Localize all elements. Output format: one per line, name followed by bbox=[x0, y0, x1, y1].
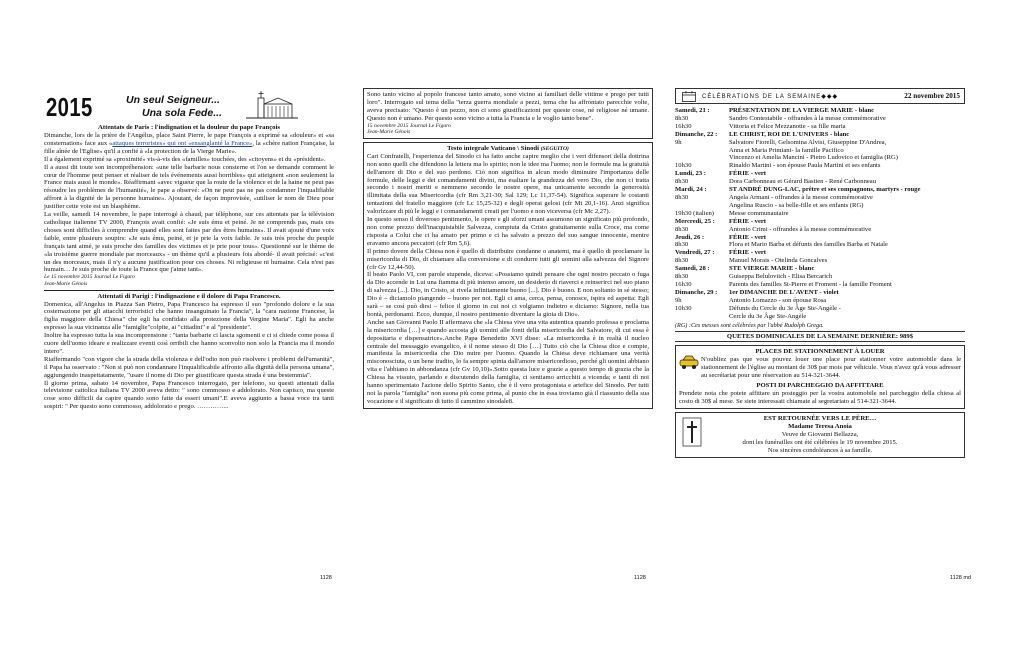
schedule-day-time: Dimanche, 29 : bbox=[675, 288, 718, 296]
deceased-name: Madame Teresa Anoia bbox=[788, 423, 852, 430]
terror-attacks-link[interactable]: attaques terroristes» qui ont «ensanglanté la France» bbox=[112, 139, 253, 147]
schedule-day-time: 9h bbox=[675, 296, 682, 304]
schedule-intention: Rinaldo Martini - son épouse Paula Martini et ses enfants bbox=[729, 162, 881, 170]
synod-text-box bbox=[363, 142, 653, 409]
schedule-intention: Angelina Ruscio - sa belle-fille et ses enfants (RG) bbox=[729, 201, 864, 209]
celebrations-header bbox=[675, 88, 965, 104]
article-continued-text: Sono tanto vicino al popolo francese tanto amato, sono vicino ai familiari delle vittime e prego per tutti loro". Interrogato sul tema della "terza guerra mondiale a pezzi, tema che ha affrontato parecchie volte, aveva precisato: "Questo è un pezzo, non ci sono giustificazioni per queste cose, né religiose né umane. Questo non è umano. Per questo sono vicino a tutta la Francia e le voglio tanto bene". bbox=[367, 91, 649, 122]
deceased-line: Nos sincères condoléances à sa famille. bbox=[767, 446, 873, 454]
page-number: 1128 bbox=[320, 575, 332, 581]
schedule-day-time: Jeudi, 26 : bbox=[675, 233, 705, 241]
schedule-row bbox=[675, 202, 965, 210]
schedule-row bbox=[675, 218, 965, 226]
schedule-day-time: 10h30 bbox=[675, 162, 692, 170]
article-continued-source: 15 novembre 2015 Journal Le Figaro bbox=[367, 122, 451, 129]
schedule-row bbox=[675, 305, 965, 313]
article-fr-source: Le 15 novembre 2015 Journal Le Figaro bbox=[44, 274, 135, 281]
schedule-intention: Angela Armani - offrandes à la messe commémorative bbox=[729, 193, 873, 201]
paragraph: Il primo dovere della Chiesa non è quello di distribuire condanne o anatemi, ma è quello di proclamare la misericordia di Dio, di chiamare alla conversione e di condurre tutti gli uomini alla salvezza del Signore (cfr Gv 12,44-50). bbox=[367, 247, 649, 271]
parking-fr-title: PLACES DE STATIONNEMENT À LOUER bbox=[755, 348, 885, 356]
schedule-intention: Guiseppa Beluloviich - Elisa Bercarich bbox=[729, 273, 833, 281]
schedule-day-time: Mercredi, 25 : bbox=[675, 217, 715, 225]
schedule-day-time: 10h30 bbox=[675, 304, 692, 312]
parking-fr-text: N'oubliez pas que vous pouvez louer une place pour stationner votre automobile dans le stationnement de l'église au montant de 30$ par mois par véhicule. Vous n'avez qu'à vous adresser au secrétariat pour une réservation au 514-321-3644. bbox=[701, 356, 961, 380]
paragraph: In questo senso il doveroso pentimento, le opere e gli sforzi umani assumono un significato più profondo, non come prezzo dell'inacquistabile Salvezza, compiuta da Cristo gratuitamente sulla Croce, ma come risposta a Colui che ci ha amato per primo e ci ha salvato a prezzo del suo sangue innocente, mentre eravamo ancora peccatori (cfr Rm 5,6). bbox=[367, 216, 649, 247]
schedule-day-time: 19h30 (italien) bbox=[675, 209, 715, 217]
schedule-day-time: Mardi, 24 : bbox=[675, 186, 707, 194]
schedule-row bbox=[675, 313, 965, 321]
paragraph: Inoltre ha espresso tutta la sua incomprensione : "tanta barbarie ci lascia sgomenti e ci si chiede come possa il cuore dell'uomo ideare e realizzare eventi così orribili che hanno sconvolto non solo la Francia ma il mondo intero". bbox=[44, 332, 334, 355]
paragraph: Riaffermando "con vigore che la strada della violenza e dell'odio non può risolvere i problemi dell'umanità", il Papa ha osservato : "Non si può non condannare l'inqualificabile affronto alla dignità della persona umana", aggiungendo inaspettatamente, "usare il nome di Dio per giustificare questa strada è una bestemmia". bbox=[44, 355, 334, 379]
schedule-row bbox=[675, 170, 965, 178]
schedule-row bbox=[675, 257, 965, 265]
weekly-collection: QUETES DOMINICALES DE LA SEMAINE DERNIÈRE: 989$ bbox=[675, 331, 965, 342]
paragraph: Domenica, all'Angelus in Piazza San Pietro, Papa Francesco ha espresso il suo "profondo dolore e la sua costernazione per gli attacchi terroristici che hanno insanguinato la Francia", la "cara nazione Francese, la figlia maggiore della Chiesa" che egli ha confidato alla protezione della Vergine Maria". Egli ha anche espresso la sua vicinanza alle "famiglie"colpite, ai "cittadini" e al "presidente". bbox=[44, 300, 334, 332]
schedule-day-time: 8h30 bbox=[675, 178, 689, 186]
article-fr-author: Jean-Marie Génois bbox=[44, 280, 88, 287]
schedule-day-time: Vendredi, 27 : bbox=[675, 249, 715, 257]
divider bbox=[44, 290, 334, 291]
schedule-day-time bbox=[675, 313, 729, 321]
schedule-row bbox=[675, 139, 965, 147]
church-logo-icon bbox=[244, 90, 300, 120]
schedule-row bbox=[675, 178, 965, 186]
paragraph: Cari Confratelli, l'esperienza del Sinodo ci ha fatto anche capire meglio che i veri difensori della dottrina non sono quelli che difendono la lettera ma lo spirito; non le idee ma l'uomo; non le formule ma la gratuità dell'amore di Dio e del suo perdono. Ciò non significa in alcun modo diminuire l'importanza delle formule, delle leggi e dei comandamenti divini, ma esaltare la grandezza del vero Dio, che non ci tratta secondo i nostri meriti e nemmeno secondo le nostre opere, ma unicamente secondo la generosità illimitata della sua Misericordia (cfr Rm 3,21-30; Sal 129; Lc 11,37-54). Significa superare le costanti tentazioni del fratello maggiore (cfr Lc 15,25-32) e degli operai gelosi (cfr Mt 20,1-16). Anzi significa valorizzare di più le leggi e i comandamenti creati per l'uomo e non viceversa (cfr Mc 2,27). bbox=[367, 152, 649, 216]
schedule-intention: Manuel Morais - Otelinda Goncalves bbox=[729, 257, 828, 265]
schedule-intention: FÉRIE - vert bbox=[729, 233, 766, 241]
schedule-day-time: Samedi, 28 : bbox=[675, 265, 710, 273]
schedule-row bbox=[675, 265, 965, 273]
schedule-intention: Antonio Lomazzo - son épouse Rosa bbox=[729, 296, 827, 304]
schedule-row bbox=[675, 273, 965, 281]
synod-title: Testo integrale Vaticano \ Sinodi (SEGUITO) bbox=[447, 144, 569, 152]
cross-icon bbox=[682, 417, 702, 447]
schedule-day-time: 9h bbox=[675, 138, 682, 146]
motto-line-1: Un seul Seigneur... bbox=[126, 94, 220, 106]
schedule-intention: Anna et Maria Primiani- la famille Pacifico bbox=[729, 146, 844, 154]
parking-it-title: POSTI DI PARCHEGGIO DA AFFITTARE bbox=[756, 382, 884, 390]
motto-line-2: Una sola Fede... bbox=[142, 107, 222, 119]
schedule-row bbox=[675, 186, 965, 194]
schedule-intention: FÉRIE - vert bbox=[729, 170, 766, 178]
schedule-note: (RG) :Ces messes sont célébrées par l'abbé Rudolph Grega. bbox=[675, 322, 824, 330]
year-title: 2015 bbox=[46, 92, 93, 122]
schedule-intention: 1er DIMANCHE DE L'AVENT - violet bbox=[729, 288, 839, 296]
schedule-row bbox=[675, 115, 965, 123]
paragraph: Il a également exprimé sa «proximité» vis-à-vis des «familles» touchées, des «citoyens» et du «président». bbox=[44, 155, 326, 163]
schedule-row bbox=[675, 289, 965, 297]
middle-page bbox=[363, 88, 653, 588]
paragraph: Il a aussi dit toute son incompréhension: «une telle barbarie nous consterne et l'on se demande comment le cœur de l'homme peut penser et réaliser de tels événements aussi horribles» qui atteignent «non seulement la France mais aussi le monde». Réaffirmant «avec vigueur que la route de la violence et de la haine ne peut pas résoudre les problèmes de l'humanité», le pape a observé: «On ne peut pas ne pas condamner l'inqualifiable affront à la dignité de la personne humaine». Ajoutant, de façon improvisée, «utiliser le nom de Dieu pour justifier cette voie est un blasphème. bbox=[44, 163, 334, 211]
schedule-intention: Vittoria et Felice Mezzanotte - sa fille maria bbox=[729, 122, 846, 130]
schedule-intention: Cercle du 3e Âge Ste-Angèle bbox=[729, 312, 807, 320]
schedule-row bbox=[675, 234, 965, 242]
article-it-title: Attentati di Parigi : l'indignazione e il dolore di Papa Francesco. bbox=[97, 292, 281, 300]
schedule-row bbox=[675, 241, 965, 249]
paragraph: La veille, samedi 14 novembre, le pape interrogé à chaud, par téléphone, sur ces attentats par la télévision catholique italienne TV 2000, François avait confié: «Je suis ému et peiné. Je ne comprends pas, mais ces choses sont difficiles à comprendre quand elles sont faites par des êtres humains». Il avait ajouté d'une voix faible, entre plusieurs soupirs: «Je suis ému, peiné, et je prie la voix faible. Je suis très proche du peuple français tant aimé, je suis proche des familles des victimes et je prie pour tous». Questionné sur le thème de «la troisième guerre mondiale par morceaux» - un thème qu'il a plusieurs fois abordé- il avait précisé: «c'est un des morceaux, mais il n'y a aucune justification pour ces choses. Ni religieuse ni humaine. Cela n'est pas humain… Je suis proche de toute la France que j'aime tant». bbox=[44, 211, 334, 274]
mass-schedule bbox=[675, 107, 965, 320]
schedule-day-time: 8h30 bbox=[675, 241, 689, 249]
schedule-row bbox=[675, 162, 965, 170]
page-number: 1128 md bbox=[950, 575, 971, 581]
schedule-intention: PRÉSENTATION DE LA VIERGE MARIE - blanc bbox=[729, 107, 875, 114]
paragraph: Dimanche, lors de la prière de l'Angélus, place Saint Pierre, le pape François a exprimé sa «douleur» et «sa consternation» face aux «attaques terroristes» qui ont «ensanglanté la France», la «chère nation Française, la fille aînée de l'Eglise» qu'il a confié à «la protection de la Vierge Marie». bbox=[44, 132, 334, 155]
schedule-day-time: 8h30 bbox=[675, 114, 689, 122]
calendar-icon bbox=[682, 91, 696, 102]
schedule-intention: Flora et Mario Barba et défunts des familles Barba et Natale bbox=[729, 241, 888, 249]
page-header bbox=[44, 88, 334, 124]
schedule-day-time: Samedi, 21 : bbox=[675, 107, 710, 114]
schedule-row bbox=[675, 281, 965, 289]
schedule-day-time bbox=[675, 147, 729, 155]
schedule-day-time: 16h30 bbox=[675, 280, 692, 288]
schedule-day-time: Dimanche, 22 : bbox=[675, 130, 718, 138]
schedule-day-time bbox=[675, 202, 729, 210]
left-page bbox=[44, 88, 334, 588]
schedule-intention: Antonio Crimi - offrandes à la messe commémorative bbox=[729, 225, 872, 233]
schedule-intention: Messe communautaire bbox=[729, 209, 789, 217]
schedule-day-time: 8h30 bbox=[675, 257, 689, 265]
schedule-intention: Vincenzo et Amelia Mancini - Pietro Ludovico et famiglia (RG) bbox=[729, 154, 898, 162]
celebrations-title: CÉLÉBRATIONS DE LA SEMAINE◆◆◆ bbox=[702, 94, 839, 100]
schedule-row bbox=[675, 297, 965, 305]
car-icon bbox=[679, 354, 699, 370]
schedule-intention: Dora Carbonneau et Gérard Bastien - René Carbonneau bbox=[729, 178, 877, 186]
schedule-row bbox=[675, 154, 965, 162]
schedule-row bbox=[675, 226, 965, 234]
deceased-title: EST RETOURNÉE VERS LE PÈRE… bbox=[763, 415, 877, 422]
deceased-box bbox=[675, 412, 965, 458]
schedule-day-time: Lundi, 23 : bbox=[675, 170, 706, 178]
paragraph: Il giorno prima, sabato 14 novembre, Papa Francesco interrogato, per telefono, su questi attentati dalla televisione cattolica italiana TV 2000 aveva detto: " sono commosso e addolorato. Non capisco, ma queste cose sono difficili da capire quando sono fatte da esseri umani".E aveva aggiunto a bassa voce tra tanti sospiri: " Per questo sono commosso, addolorato e prego. …………... bbox=[44, 379, 334, 411]
schedule-row bbox=[675, 131, 965, 139]
schedule-row bbox=[675, 210, 965, 218]
article-continued-author: Jean-Marie Génois bbox=[367, 129, 411, 136]
schedule-intention: ST ANDRÉ DUNG-LAC, prêtre et ses compagnons, martyrs - rouge bbox=[729, 186, 921, 194]
article-fr-body bbox=[44, 132, 334, 274]
article-fr-title: Attentats de Paris : l'indignation et la douleur du pape François bbox=[98, 124, 280, 131]
parking-it-text: Prendete nota che potete affittare un posteggio per la vostra automobile nel parcheggio della chiesa al costo di 30$ al mese. Se siete interessati chiamate al segretariato al 514-321-3644. bbox=[679, 390, 961, 406]
parking-box bbox=[675, 345, 965, 409]
schedule-row bbox=[675, 147, 965, 155]
schedule-day-time: 8h30 bbox=[675, 273, 689, 281]
schedule-day-time: 8h30 bbox=[675, 193, 689, 201]
schedule-intention: Parents des familles St-Pierre et Froment - la famille Froment bbox=[729, 280, 892, 288]
celebrations-date: 22 novembre 2015 bbox=[904, 92, 960, 100]
schedule-intention: Défunts du Cercle du 3e Âge Ste-Angèle - bbox=[729, 304, 841, 312]
schedule-intention: LE CHRIST, ROI DE L'UNIVERS - blanc bbox=[729, 130, 850, 138]
paragraph: Anche san Giovanni Paolo II affermava che «la Chiesa vive una vita autentica quando professa e proclama la misericordia […] e quando accosta gli uomini alle fonti della misericordia del Salvatore, di cui essa è depositaria e dispensatrice».Anche Papa Benedetto XVI disse: «La misericordia è in realtà il nucleo centrale del messaggio evangelico, è il nome stesso di Dio […] Tutto ciò che la Chiesa dice e compie, manifesta la misericordia che Dio nutre per l'uomo. Quando la Chiesa deve richiamare una verità misconosciuta, o un bene tradito, lo fa sempre spinta dall'amore misericordioso, perché gli uomini abbiano vita e l'abbiano in abbondanza (cfr Gv 10,10)».Sotto questa luce e grazie a questo tempo di grazia che la Chiesa ha vissuto, parlando e discutendo della famiglia, ci sentiamo arricchiti a vicenda; e tanti di noi hanno sperimentato l'azione dello Spirito Santo, che è il vero protagonista e artefice del Sinodo. Per tutti noi la parola "famiglia" non suona più come prima, al punto che in essa troviamo già il riassunto della sua vocazione e il significato di tutto il cammino sinodale8. bbox=[367, 318, 649, 405]
synod-body bbox=[367, 153, 649, 406]
deceased-line: Veuve de Giovanni Bellazza, bbox=[781, 431, 859, 438]
schedule-intention: FÉRIE - vert bbox=[729, 249, 766, 257]
schedule-intention: STE VIERGE MARIE - blanc bbox=[729, 265, 815, 273]
schedule-day-time: 16h30 bbox=[675, 122, 692, 130]
paragraph: Il beato Paolo VI, con parole stupende, diceva: «Possiamo quindi pensare che ogni nostro peccato o fuga da Dio accende in Lui una fiamma di più intenso amore, un desiderio di riaverci e reinserirci nel suo piano di salvezza [...]. Dio, in Cristo, si rivela infinitamente buono [...]. Dio è buono. E non soltanto in sé stesso; Dio è – diciamolo piangendo – buono per noi. Egli ci ama, cerca, pensa, conosce, ispira ed aspetta: Egli sarà – se così può dirsi – felice il giorno in cui noi ci volgiamo indietro e diciamo: Signore, nella tua bontà, perdonami. Ecco, dunque, il nostro pentimento diventare la gioia di Dio». bbox=[367, 271, 649, 318]
page-number: 1128 bbox=[634, 575, 646, 581]
article-it-body bbox=[44, 301, 334, 412]
schedule-row bbox=[675, 249, 965, 257]
schedule-day-time: 8h30 bbox=[675, 225, 689, 233]
schedule-intention: Sandro Contestabile - offrandes à la messe commémorative bbox=[729, 114, 886, 122]
schedule-day-time bbox=[675, 154, 729, 162]
deceased-line: dont les funérailles ont été célébrées le 19 novembre 2015. bbox=[742, 438, 898, 446]
schedule-row bbox=[675, 107, 965, 115]
schedule-row bbox=[675, 123, 965, 131]
schedule-intention: FÉRIE - vert bbox=[729, 217, 766, 225]
right-page bbox=[675, 88, 965, 588]
article-continued-box bbox=[363, 88, 653, 139]
schedule-row bbox=[675, 194, 965, 202]
schedule-intention: Salvatore Fiorelli, Gelsomina Alvisi, Giuseppine D'Andrea, bbox=[729, 138, 887, 146]
